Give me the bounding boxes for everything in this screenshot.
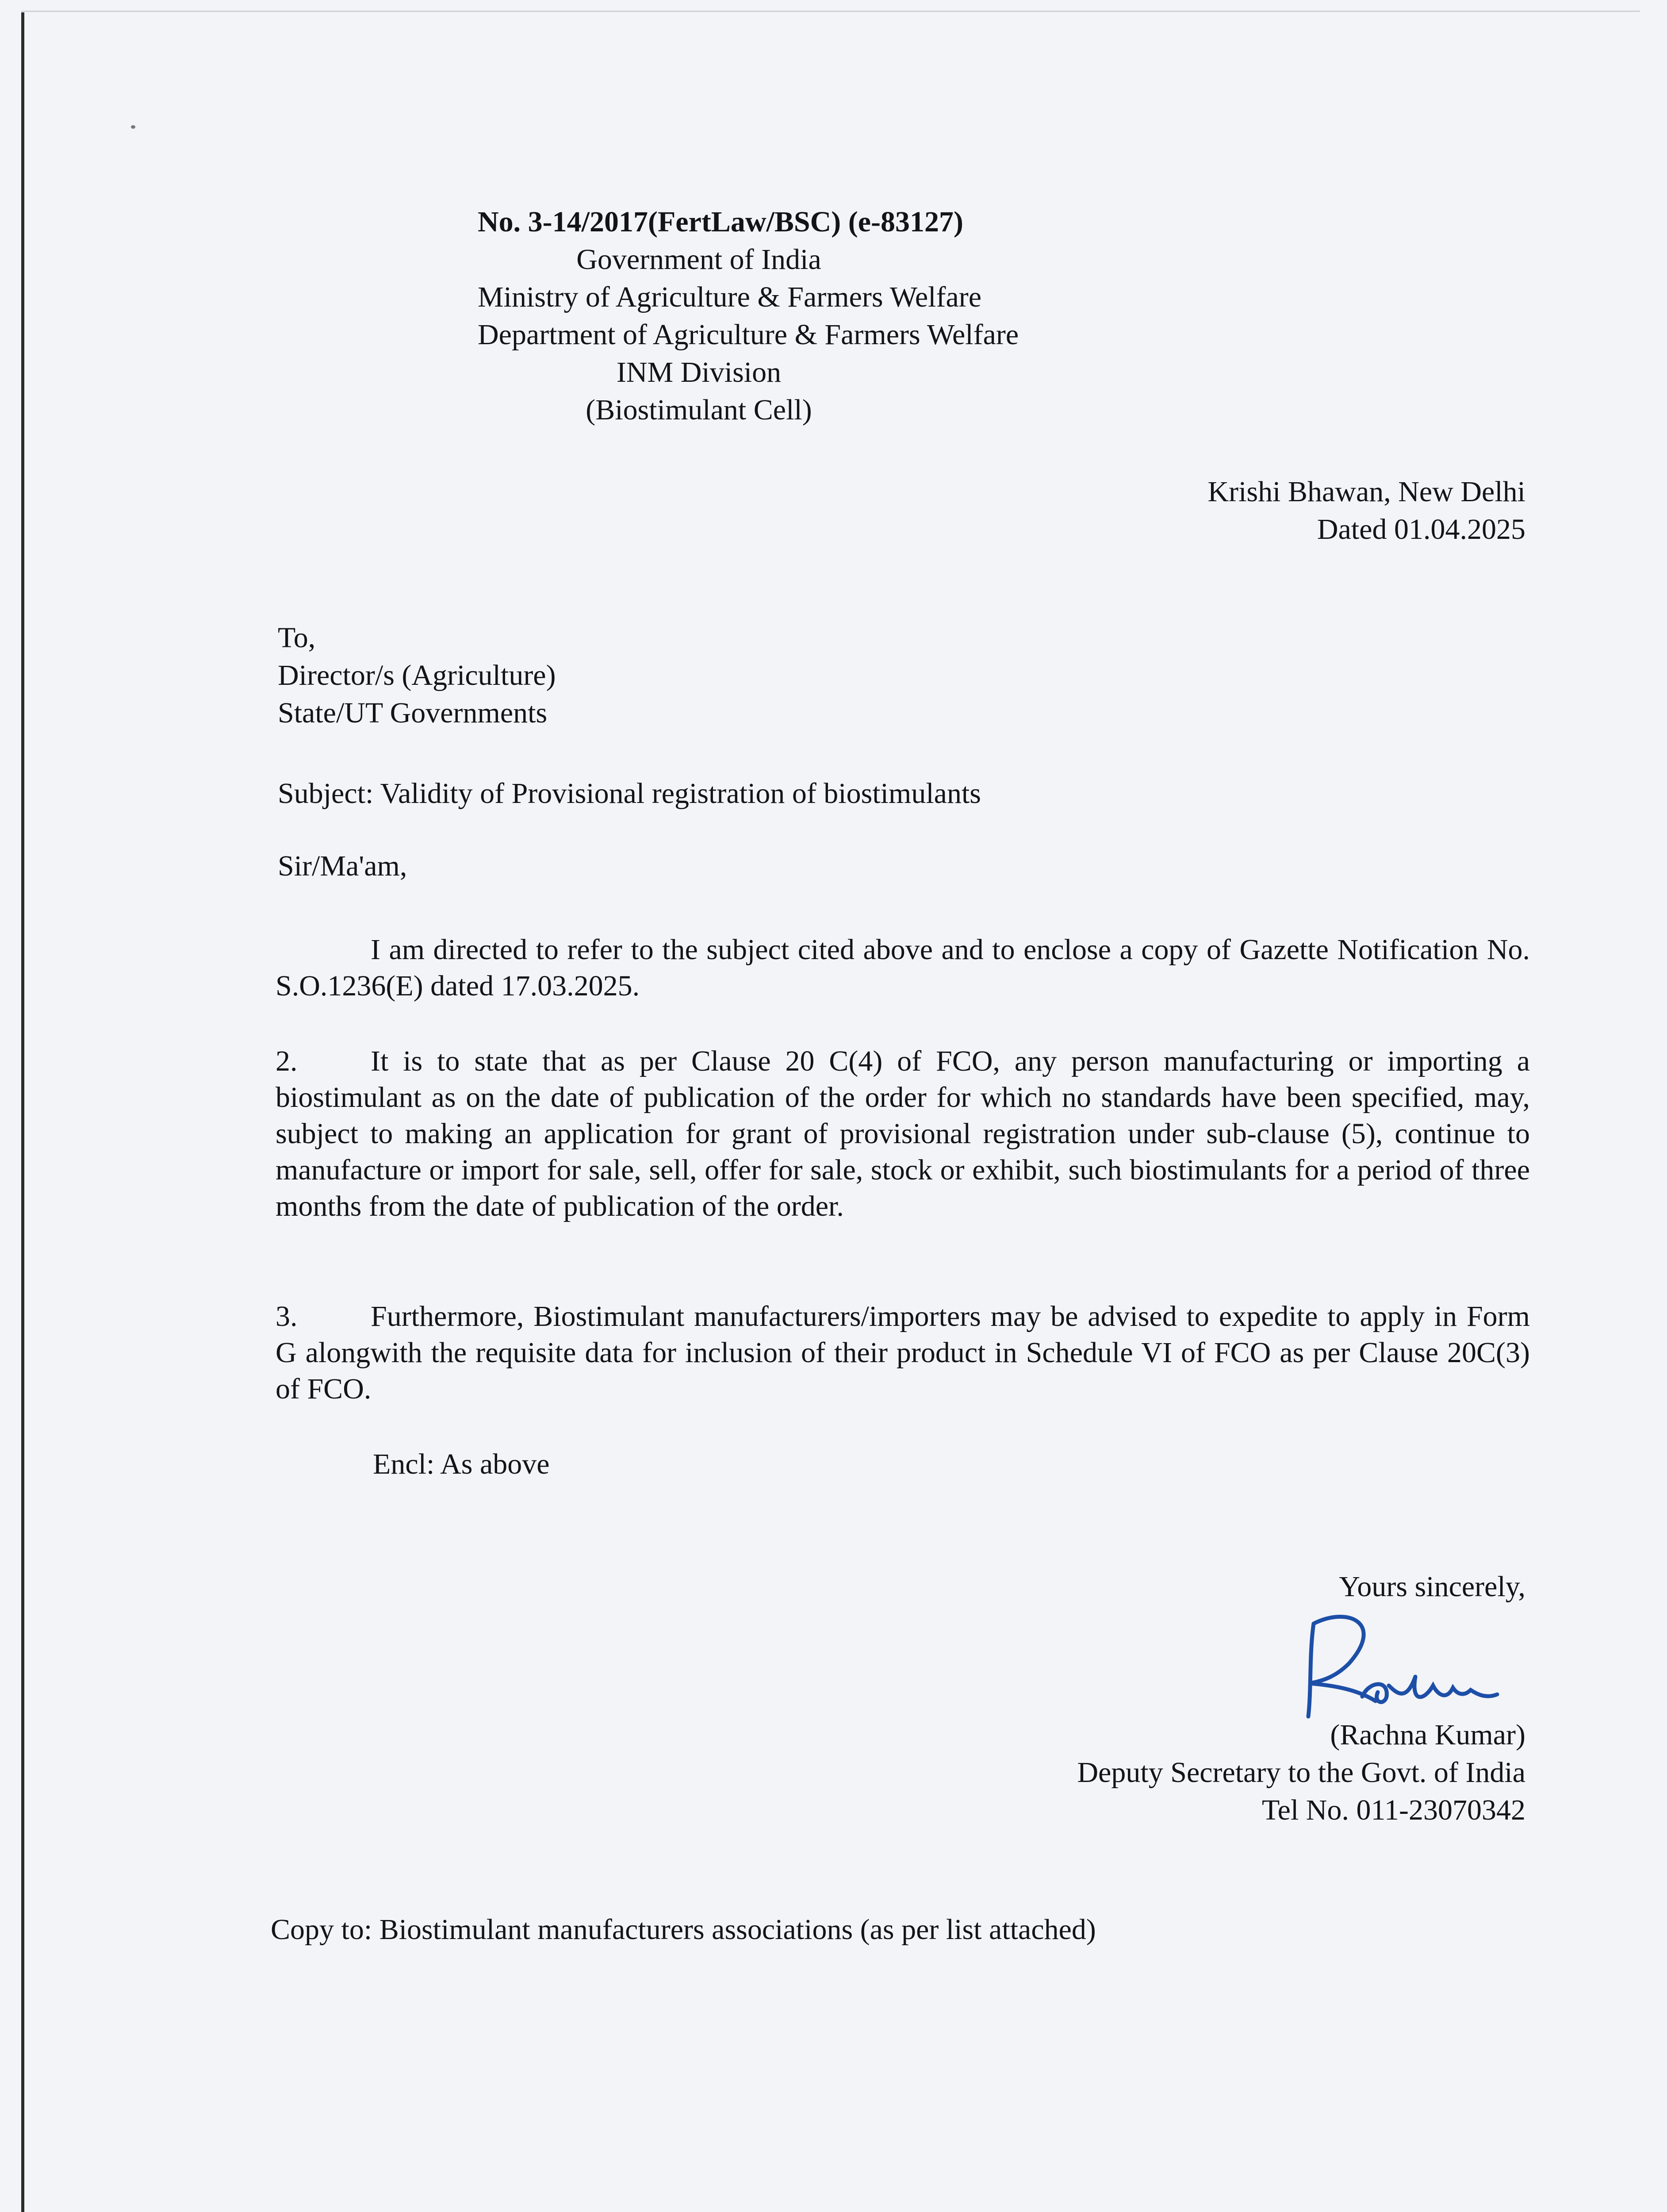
reference-number: No. 3-14/2017(FertLaw/BSC) (e-83127) [478, 206, 963, 238]
addressee-to: To, [278, 622, 316, 654]
header-department: Department of Agriculture & Farmers Welfare [478, 319, 1019, 351]
paragraph-1 [276, 932, 1530, 1004]
enclosure-note: Encl: As above [373, 1448, 550, 1480]
place: Krishi Bhawan, New Delhi [1207, 476, 1525, 508]
addressee-line2: State/UT Governments [278, 697, 548, 729]
handwritten-signature [1296, 1606, 1508, 1725]
signatory-designation: Deputy Secretary to the Govt. of India [1077, 1756, 1525, 1789]
paragraph-3-text: Furthermore, Biostimulant manufacturers/importers may be advised to expedite to apply in Form G alongwith the requisite data for inclusion of their product in Schedule VI of FCO as per Clause 20C(3) of FCO. [276, 1300, 1530, 1405]
scan-left-edge [21, 12, 24, 2212]
paragraph-2-number: 2. [276, 1045, 298, 1077]
paragraph-2 [276, 1043, 1530, 1225]
copy-to: Copy to: Biostimulant manufacturers associations (as per list attached) [271, 1913, 1096, 1946]
scan-top-edge [21, 11, 1640, 12]
scan-speck [131, 125, 135, 129]
paragraph-1-text: I am directed to refer to the subject cited above and to enclose a copy of Gazette Notification No. S.O.1236(E) dated 17.03.2025. [276, 933, 1530, 1002]
paragraph-3 [276, 1298, 1530, 1407]
addressee-line1: Director/s (Agriculture) [278, 659, 556, 691]
letter-date: Dated 01.04.2025 [1317, 513, 1525, 545]
header-cell: (Biostimulant Cell) [586, 394, 812, 426]
header-government: Government of India [576, 243, 821, 276]
signatory-telephone: Tel No. 011-23070342 [1261, 1794, 1525, 1826]
closing: Yours sincerely, [1339, 1571, 1525, 1603]
salutation: Sir/Ma'am, [278, 850, 407, 882]
paragraph-3-number: 3. [276, 1300, 298, 1333]
header-division: INM Division [616, 356, 782, 388]
subject-line: Subject: Validity of Provisional registration of biostimulants [278, 777, 981, 810]
header-ministry: Ministry of Agriculture & Farmers Welfare [478, 281, 982, 313]
signatory-name: (Rachna Kumar) [1330, 1719, 1525, 1751]
paragraph-2-text: It is to state that as per Clause 20 C(4) of FCO, any person manufacturing or importing a biostimulant as on the date of publication of the order for which no standards have been specified, may, subject to making an application for grant of provisional registration under sub-clause (5), continue to manufacture or import for sale, sell, offer for sale, stock or exhibit, such biostimulants for a period of three months from the date of publication of the order. [276, 1045, 1530, 1222]
